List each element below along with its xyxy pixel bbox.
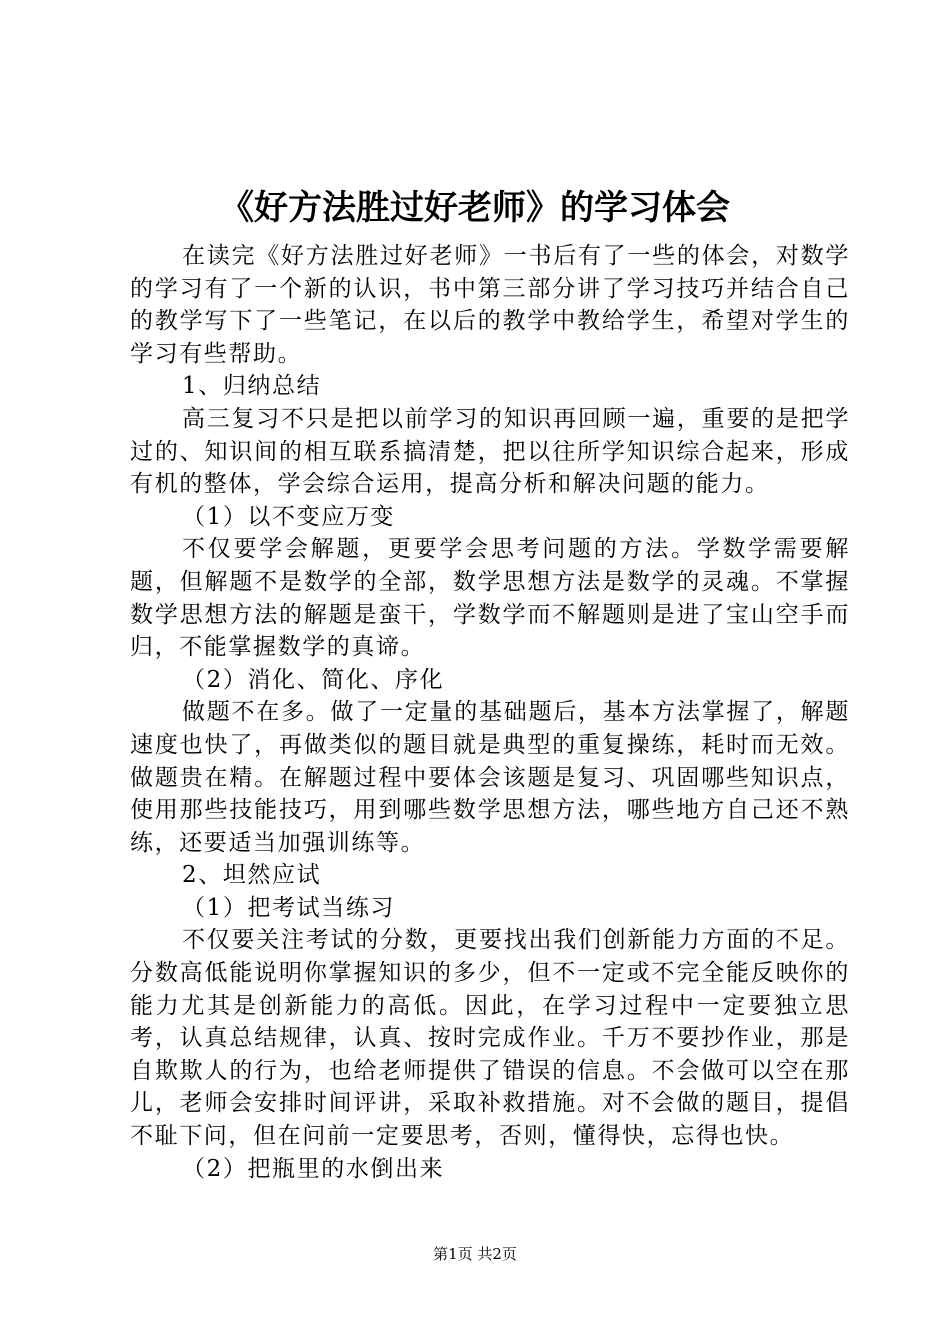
- intro-paragraph: 在读完《好方法胜过好老师》一书后有了一些的体会，对数学的学习有了一个新的认识，书中第三部分讲了学习技巧并结合自己的教学写下了一些笔记，在以后的教学中教给学生，希望对学生的学习有些帮助。: [130, 243, 850, 367]
- subsection-2-1-paragraph: 不仅要关注考试的分数，更要找出我们创新能力方面的不足。分数高低能说明你掌握知识的多少，但不一定或不完全能反映你的能力尤其是创新能力的高低。因此，在学习过程中一定要独立思考，认真总结规律，认真、按时完成作业。千万不要抄作业，那是自欺欺人的行为，也给老师提供了错误的信息。不会做可以空在那儿，老师会安排时间评讲，采取补救措施。对不会做的题目，提倡不耻下问，但在问前一定要思考，否则，懂得快，忘得也快。: [130, 927, 850, 1150]
- subsection-1-1-paragraph: 不仅要学会解题，更要学会思考问题的方法。学数学需要解题，但解题不是数学的全部，数学思想方法是数学的灵魂。不掌握数学思想方法的解题是蛮干，学数学而不解题则是进了宝山空手而归，不能掌握数学的真谛。: [130, 536, 850, 661]
- document-body: [130, 240, 850, 1185]
- subsection-heading-2-2: （2）把瓶里的水倒出来: [182, 1155, 445, 1182]
- section-1-paragraph: 高三复习不只是把以前学习的知识再回顾一遍，重要的是把学过的、知识间的相互联系搞清楚，把以往所学知识综合起来，形成有机的整体，学会综合运用，提高分析和解决问题的能力。: [130, 405, 850, 498]
- subsection-1-2-paragraph: 做题不在多。做了一定量的基础题后，基本方法掌握了，解题速度也快了，再做类似的题目就是典型的重复操练，耗时而无效。做题贵在精。在解题过程中要体会该题是复习、巩固哪些知识点，使用那些技能技巧，用到哪些数学思想方法，哪些地方自己还不熟练，还要适当加强训练等。: [130, 699, 850, 856]
- subsection-heading-1-2: （2）消化、简化、序化: [182, 666, 445, 693]
- page-footer: 第1页 共2页: [433, 1245, 517, 1263]
- section-heading-1: 1、归纳总结: [182, 373, 322, 400]
- document-title: 《好方法胜过好老师》的学习体会: [220, 188, 730, 228]
- subsection-heading-1-1: （1）以不变应万变: [182, 503, 396, 530]
- subsection-heading-2-1: （1）把考试当练习: [182, 894, 396, 921]
- section-heading-2: 2、坦然应试: [182, 862, 322, 889]
